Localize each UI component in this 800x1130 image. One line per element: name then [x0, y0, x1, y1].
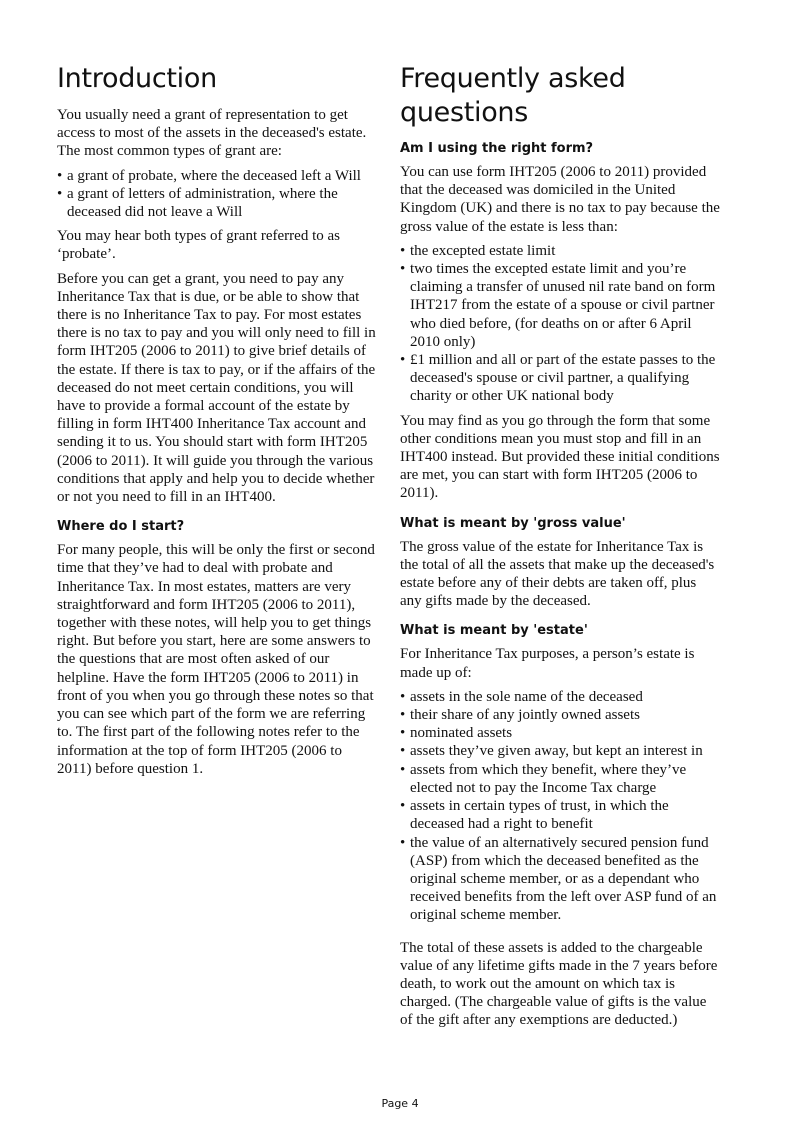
right-column — [400, 62, 720, 1036]
list-item: • assets they’ve given away, but kept an interest in — [400, 742, 720, 760]
list-item: • their share of any jointly owned assets — [400, 706, 720, 724]
estate-paragraph: For Inheritance Tax purposes, a person’s estate is made up of: — [400, 646, 695, 681]
list-item: • two times the excepted estate limit and you’re claiming a transfer of unused nil rate band on form IHT217 from the estate of a spouse or civil partner who died before, (for deaths on or after 6 April 2010 only) — [400, 260, 720, 351]
intro-paragraph-1: You usually need a grant of representation to get access to most of the assets in the deceased's estate. The most common types of grant are: — [57, 107, 367, 160]
list-item: • assets in the sole name of the deceased — [400, 688, 720, 706]
gross-value-heading: What is meant by 'gross value' — [400, 515, 626, 531]
where-do-i-start-paragraph: For many people, this will be only the first or second time that they’ve had to deal with probate and Inheritance Tax. In most estates, matters are very straightforward and form IHT205 (2006 to 2011), together with these notes, will help you to get things right. But before you start, here are some answers to the questions that are most often asked of our helpline. Have the form IHT205 (2006 to 2011) in front of you when you go through these notes so that you can see which part of the form we are referring to. The first part of the following notes refer to the information at the top of form IHT205 (2006 to 2011) before question 1. — [57, 542, 375, 777]
list-item: • a grant of probate, where the deceased left a Will — [57, 167, 377, 185]
list-item: • a grant of letters of administration, where the deceased did not leave a Will — [57, 185, 377, 221]
estate-limits-list — [400, 242, 720, 406]
list-item: • nominated assets — [400, 724, 720, 742]
right-form-heading: Am I using the right form? — [400, 141, 594, 156]
list-item: • the value of an alternatively secured pension fund (ASP) from which the deceased benefited as the original scheme member, or as a dependant who received benefits from the left over ASP fund of an original scheme member. — [400, 834, 720, 925]
introduction-heading: Introduction — [57, 63, 217, 94]
grant-types-list — [57, 167, 377, 222]
intro-paragraph-2: You may hear both types of grant referred to as ‘probate’. — [57, 228, 340, 263]
where-do-i-start-heading: Where do I start? — [57, 519, 185, 535]
faq-heading: Frequently asked questions — [400, 63, 626, 128]
page-number: Page 4 — [381, 1097, 419, 1110]
other-conditions-paragraph: You may find as you go through the form that some other conditions mean you must stop and fill in an IHT400 instead. But provided these initial conditions are met, you can start with form IHT205 (2006 to 2011). — [400, 412, 720, 502]
estate-assets-list — [400, 688, 720, 925]
intro-paragraph-3: Before you can get a grant, you need to pay any Inheritance Tax that is due, or be able to show that there is no Inheritance Tax to pay. For most estates there is no tax to pay and you will only need to fill in form IHT205 (2006 to 2011) to give brief details of the estate. If there is tax to pay, or if the affairs of the deceased do not meet certain conditions, you will have to provide a formal account of the estate by filling in form IHT400 Inheritance Tax account and sending it to us. You should start with form IHT205 (2006 to 2011). It will guide you through the various conditions that apply and help you to decide whether or not you need to fill in an IHT400. — [57, 270, 376, 506]
list-item: • assets from which they benefit, where they’ve elected not to pay the Income Tax charge — [400, 761, 720, 797]
total-assets-paragraph: The total of these assets is added to the chargeable value of any lifetime gifts made in the 7 years before death, to work out the amount on which tax is charged. (The chargeable value of gifts is the value of the gift after any exemptions are deducted.) — [400, 939, 718, 1029]
estate-heading: What is meant by 'estate' — [400, 623, 588, 639]
gross-value-paragraph: The gross value of the estate for Inheritance Tax is the total of all the assets that make up the deceased's estate before any of their debts are taken off, plus any gifts made by the deceased. — [400, 538, 715, 610]
right-form-paragraph: You can use form IHT205 (2006 to 2011) provided that the deceased was domiciled in the United Kingdom (UK) and there is no tax to pay because the gross value of the estate is less than: — [400, 164, 720, 235]
left-column — [57, 62, 377, 784]
list-item: • £1 million and all or part of the estate passes to the deceased's spouse or civil partner, a qualifying charity or other UK national body — [400, 351, 720, 406]
list-item: • the excepted estate limit — [400, 242, 720, 260]
list-item: • assets in certain types of trust, in which the deceased had a right to benefit — [400, 797, 720, 833]
